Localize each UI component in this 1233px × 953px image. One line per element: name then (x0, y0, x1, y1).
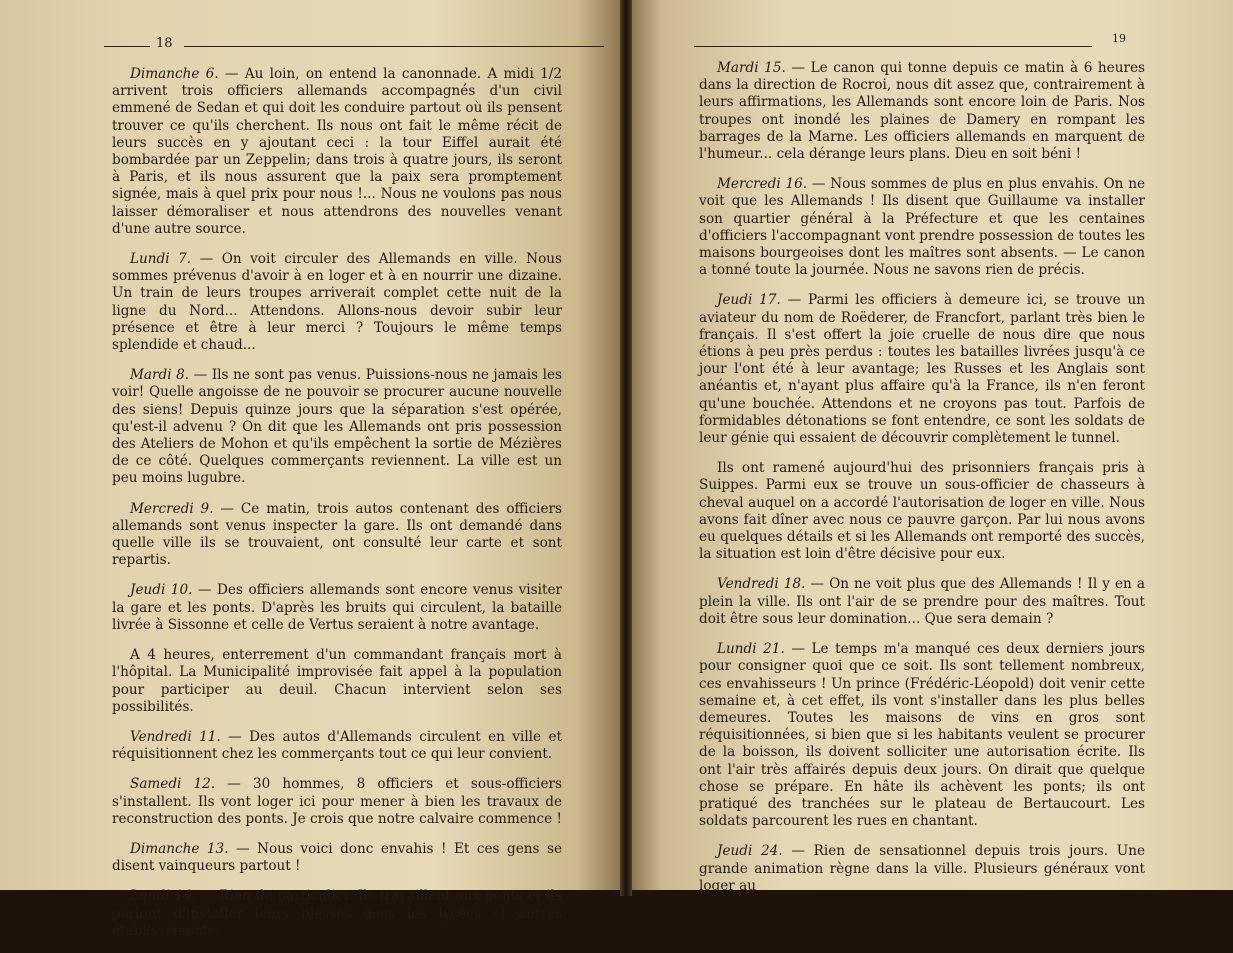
entry-date: Mercredi 9. (130, 500, 214, 517)
entry-date: Jeudi 17. (717, 292, 781, 309)
entry-date: Lundi 14. (130, 888, 197, 905)
diary-entry (112, 841, 562, 875)
entry-text: — Le temps m'a manqué ces deux derniers jours pour consigner quoi que ce soit. Ils sont tellement nombreux, ces envahisseurs ! Un prince (Frédéric-Léopold) doit venir cette semaine et, à cet effet, ils vont s'installer dans les plus belles demeures. Toutes les maisons de vins en gros sont réquisitionnées, si bien que si les habitants veulent se procurer de la boisson, ils doivent solliciter une autorisation écrite. Ils ont l'air très affairés depuis deux jours. On dirait que quelque chose se prépare. En hâte ils achèvent les ponts; ils ont pratiqué des tranchées sur le plateau de Bertaucourt. Les soldats parcourent les rues en chantant. (699, 641, 1145, 830)
entry-text: A 4 heures, enterrement d'un commandant français mort à l'hôpital. La Municipalité improvisée fait appel à la population pour participer au deuil. Chacun intervient selon ses possibilités. (112, 647, 562, 715)
entry-text: — Rien de sensationnel depuis trois jours. Une grande animation règne dans la ville. Plusieurs généraux vont loger au (699, 843, 1145, 894)
entry-date: Samedi 12. (130, 776, 216, 793)
diary-entry (699, 176, 1145, 279)
entry-date: Dimanche 13. (130, 840, 229, 857)
diary-entry (112, 729, 562, 763)
entry-date: Vendredi 18. (717, 576, 806, 593)
entry-date: Lundi 7. (130, 251, 192, 268)
diary-entry (112, 367, 562, 487)
book-gutter (620, 0, 632, 896)
entry-text: — Ce matin, trois autos contenant des officiers allemands sont venus inspecter la gare. Ils ont demandé dans quelle ville ils se trouvaient, ont consulté leur carte et sont repartis. (112, 500, 562, 569)
header-rule (694, 46, 1092, 47)
entry-text: — Des officiers allemands sont encore venus visiter la gare et les ponts. D'après les bruits qui circulent, la bataille livrée à Sissonne et celle de Vertus seraient à notre avantage. (112, 582, 562, 633)
right-page-text (699, 60, 1145, 908)
entry-text: — Ils ne sont pas venus. Puissions-nous ne jamais les voir! Quelle angoisse de ne pouvoir se procurer aucune nouvelle des siens! Depuis quinze jours que la séparation s'est opérée, qu'est-il advenu ? On dit que les Allemands ont pris possession des Ateliers de Mohon et qu'ils empêchent la sortie de Mézières de ce côté. Quelques commerçants reviennent. La ville est un peu moins lugubre. (112, 367, 562, 487)
entry-date: Mercredi 16. (717, 176, 808, 193)
entry-text: — On ne voit plus que des Allemands ! Il y en a plein la ville. Ils ont l'air de se prendre pour des maîtres. Tout doit être sous leur domination... Que sera demain ? (699, 576, 1145, 627)
entry-date: Jeudi 24. (717, 843, 783, 860)
entry-date: Mardi 15. (717, 60, 786, 76)
entry-date: Mardi 8. (130, 367, 190, 384)
entry-text: — Nous sommes de plus en plus envahis. On ne voit que les Allemands ! Ils disent que Guillaume va installer son quartier général à la Préfecture et que les centaines d'officiers l'accompagnant vont prendre possession de toutes les maisons bourgeoises dont les maîtres sont absents. — Le canon a tonné toute la journée. Nous ne savons rien de précis. (699, 176, 1146, 279)
diary-entry (112, 501, 562, 570)
entry-text: — On voit circuler des Allemands en ville. Nous sommes prévenus d'avoir à en loger et à en nourrir une dizaine. Un train de leurs troupes arriverait complet cette nuit de la ligne du Nord... Attendons. Allons-nous devoir subir leur présence et être à leur merci ? Toujours le même temps splendide et chaud... (112, 251, 562, 354)
entry-date: Dimanche 6. (130, 66, 219, 82)
diary-entry (112, 582, 562, 634)
right-page-header (694, 32, 1214, 56)
diary-entry (112, 251, 562, 354)
entry-text: — Des autos d'Allemands circulent en ville et réquisitionnent chez les commerçants tout ce qui leur convient. (112, 728, 562, 763)
diary-entry (112, 776, 562, 828)
diary-entry (699, 60, 1145, 163)
entry-date: Lundi 21. (717, 641, 785, 658)
diary-entry (112, 888, 562, 940)
diary-entry (699, 576, 1145, 628)
diary-entry (699, 460, 1145, 563)
left-page (0, 0, 620, 939)
right-page (632, 0, 1233, 894)
diary-entry (699, 843, 1145, 895)
diary-entry (699, 641, 1145, 830)
header-rule (184, 46, 604, 47)
entry-text: — Parmi les officiers à demeure ici, se trouve un aviateur du nom de Roëderer, de Francfort, parlant très bien le français. Il s'est offert la joie cruelle de nous dire que nous étions à peu près perdus : toutes les batailles livrées jusqu'à ce jour l'ont été à leur avantage; les Russes et les Anglais sont anéantis et, n'ayant plus affaire qu'à la France, ils n'en feront qu'une bouchée. Attendons et ne croyons pas tout. Parfois de formidables détonations se font entendre, ce sont les soldats de leur génie qui essaient de découvrir complètement le tunnel. (699, 292, 1145, 447)
entry-text: — Le canon qui tonne depuis ce matin à 6 heures dans la direction de Rocroi, nous dit assez que, contrairement à leurs affirmations, les Allemands sont encore loin de Paris. Nos troupes ont inondé les plaines de Damery en rompant les barrages de la Marne. Les officiers allemands en marquent de l'humeur... cela dérange leurs plans. Dieu en soit béni ! (699, 60, 1146, 163)
entry-date: Jeudi 10. (130, 582, 193, 599)
left-page-text (112, 66, 562, 953)
diary-entry (699, 292, 1145, 447)
left-page-header (104, 36, 614, 56)
entry-text: — 30 hommes, 8 officiers et sous-officiers s'installent. Ils vont loger ici pour mener à bien les travaux de reconstruction des ponts. Je crois que notre calvaire commence ! (112, 776, 562, 827)
page-number: 19 (1112, 32, 1126, 45)
diary-entry (112, 66, 562, 238)
entry-text: — Nous voici donc envahis ! Et ces gens se disent vainqueurs partout ! (112, 840, 562, 875)
entry-text: — Rien de particulier. Ils travaillent aux ponts et ils parlent d'installer leurs blessés dans les lycées et autres établissements. (112, 888, 562, 939)
header-rule (104, 46, 150, 47)
entry-text: — Au loin, on entend la canonnade. A midi 1/2 arrivent trois officiers allemands accompagnés d'un civil emmené de Sedan et qui doit les conduire partout où ils pensent trouver ce qu'ils cherchent. Ils nous ont fait le même récit de leurs succès en y ajoutant ceci : la tour Eiffel aurait été bombardée par un Zeppelin; dans trois à quatre jours, ils seront à Paris, et ils nous assurent que la paix sera promptement signée, mais à quel prix pour nous !... Nous ne voulons pas nous laisser démoraliser et nous attendrons des nouvelles venant d'une autre source. (112, 66, 562, 237)
page-number: 18 (156, 36, 173, 51)
entry-date: Vendredi 11. (130, 728, 221, 745)
entry-text: Ils ont ramené aujourd'hui des prisonniers français pris à Suippes. Parmi eux se trouve un sous-officier de chasseurs à cheval auquel on a accordé l'autorisation de loger en ville. Nous avons fait dîner avec nous ce pauvre garçon. Par lui nous avons eu quelques détails et si les Allemands ont remporté des succès, la situation est loin d'être décisive pour eux. (699, 460, 1145, 563)
diary-entry (112, 647, 562, 716)
